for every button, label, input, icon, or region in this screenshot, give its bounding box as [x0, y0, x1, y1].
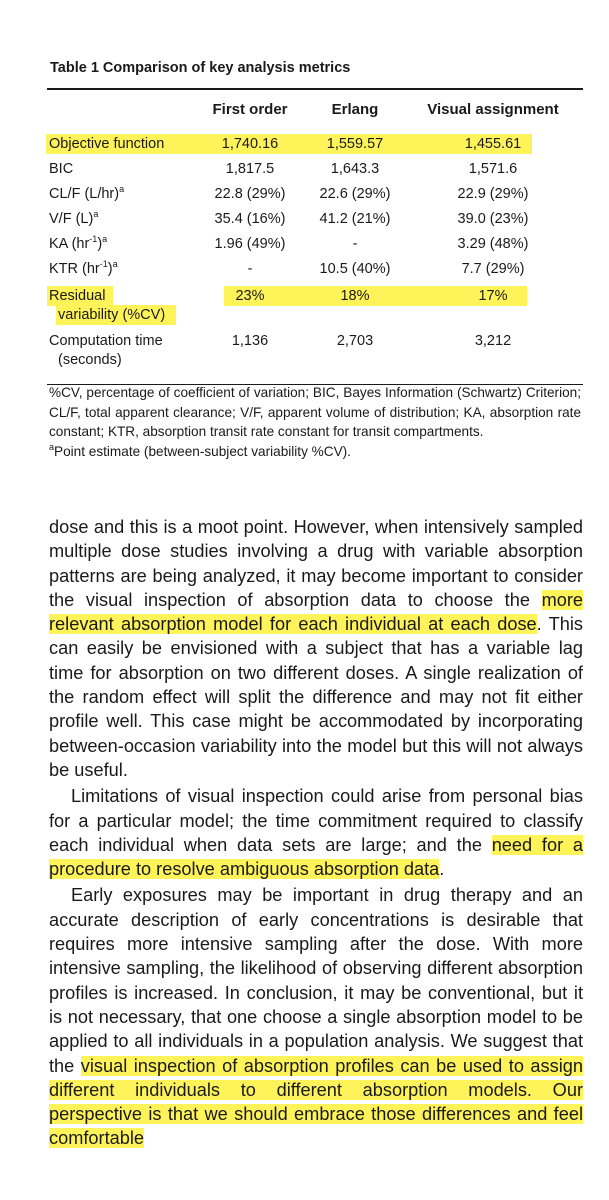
row-label: BIC	[49, 161, 74, 177]
paragraph-2	[49, 784, 583, 881]
highlighted-text: more relevant absorption model for each individual at each dose	[49, 589, 583, 635]
cell-erlang: 18%	[340, 288, 370, 304]
row-label	[49, 235, 107, 254]
cell-first-order: 22.8 (29%)	[214, 186, 286, 202]
cell-erlang: 41.2 (21%)	[319, 211, 391, 227]
unit-exponent: -1	[89, 234, 98, 244]
cell-visual-assignment: 17%	[478, 288, 508, 304]
cell-visual-assignment: 3.29 (48%)	[457, 236, 529, 252]
footnote-marker: a	[93, 209, 99, 219]
row-label	[49, 185, 124, 204]
cell-first-order: 1.96 (49%)	[214, 236, 286, 252]
footnote-marker: a	[112, 259, 118, 269]
row-label	[49, 287, 165, 325]
highlighted-text: visual inspection of absorption profiles can be used to assign different individuals to different absorption models. Our perspective is that we should embrace those differences and feel comfortable	[49, 1055, 584, 1149]
table-footnotes	[49, 383, 581, 461]
cell-visual-assignment: 1,455.61	[464, 136, 522, 152]
column-header-visual-assignment: Visual assignment	[427, 101, 559, 118]
table-top-rule	[47, 88, 583, 90]
row-label-line-1: Residual	[49, 288, 106, 304]
cell-erlang: 10.5 (40%)	[319, 261, 391, 277]
row-label-line-2: (seconds)	[58, 352, 122, 368]
row-label-end: )	[107, 261, 113, 277]
cell-erlang: 1,559.57	[326, 136, 384, 152]
row-label-text: KA (hr	[49, 236, 90, 252]
cell-erlang: 1,643.3	[330, 161, 380, 177]
cell-visual-assignment: 22.9 (29%)	[457, 186, 529, 202]
cell-first-order: 1,136	[231, 333, 269, 349]
cell-erlang: -	[352, 236, 358, 252]
cell-visual-assignment: 7.7 (29%)	[461, 261, 525, 277]
cell-visual-assignment: 3,212	[474, 333, 512, 349]
paragraph-2-text-a: Limitations of visual inspection could arise from personal bias for a particular model; the time commitment required to classify each individual when data sets are large; and the	[49, 786, 583, 855]
row-label-end: )	[97, 236, 103, 252]
cell-visual-assignment: 1,571.6	[468, 161, 518, 177]
cell-erlang: 22.6 (29%)	[319, 186, 391, 202]
footnote-marker: a	[119, 184, 125, 194]
paragraph-1-text-b: . This can easily be envisioned with a subject that has a variable lag time for absorption on two different doses. A single realization of the random effect will split the difference and may not fit either profile well. This case might be accommodated by incorporating between-occasion variability into the model but this will not always be useful.	[49, 614, 583, 780]
footnote-a-text: Point estimate (between-subject variability %CV).	[54, 443, 351, 459]
row-label	[49, 210, 98, 229]
paragraph-3	[49, 883, 583, 1150]
paragraph-3-text-a: Early exposures may be important in drug therapy and an accurate description of early concentrations is desirable that requires more intensive sampling after the dose. With more intensive sampling, the likelihood of observing different absorption profiles is increased. In conclusion, it may be conventional, but it is not necessary, that one choose a single absorption model to be applied to all individuals in a population analysis. We suggest that the	[49, 885, 583, 1076]
highlighted-text: need for a procedure to resolve ambiguous absorption data	[49, 834, 583, 880]
table-title: Table 1 Comparison of key analysis metrics	[50, 60, 351, 76]
cell-first-order: 1,817.5	[225, 161, 275, 177]
cell-first-order: 1,740.16	[221, 136, 279, 152]
row-label: Objective function	[49, 136, 165, 152]
row-label	[49, 332, 163, 370]
footnote-marker: a	[49, 441, 55, 452]
paragraph-1-text-a: dose and this is a moot point. However, when intensively sampled multiple dose studies involving a drug with variable absorption patterns are being analyzed, it may become important to consider the visual inspection of absorption data to choose the	[49, 517, 583, 610]
row-label-line-2: variability (%CV)	[58, 307, 166, 323]
row-label-line-1: Computation time	[49, 333, 163, 349]
cell-first-order: 23%	[235, 288, 265, 304]
paragraph-2-text-b: .	[439, 859, 445, 880]
cell-first-order: 35.4 (16%)	[214, 211, 286, 227]
cell-visual-assignment: 39.0 (23%)	[457, 211, 529, 227]
row-label-text: CL/F (L/hr)	[49, 186, 120, 202]
cell-erlang: 2,703	[336, 333, 374, 349]
table-footnote-a	[49, 442, 581, 462]
row-label	[49, 260, 118, 279]
table-abbreviations: %CV, percentage of coefficient of variation; BIC, Bayes Information (Schwartz) Criterion; CL/F, total apparent clearance; V/F, apparent volume of distribution; KA, absorption rate constant; KTR, absorption transit rate constant for transit compartments.	[49, 385, 581, 439]
body-text	[49, 515, 583, 1151]
row-label-text: KTR (hr	[49, 261, 100, 277]
footnote-marker: a	[102, 234, 108, 244]
column-header-erlang: Erlang	[331, 101, 379, 118]
paragraph-1	[49, 515, 583, 782]
row-label-text: V/F (L)	[49, 211, 94, 227]
unit-exponent: -1	[99, 259, 108, 269]
column-header-first-order: First order	[212, 101, 288, 118]
table-header-row	[0, 101, 609, 123]
cell-first-order: -	[247, 261, 253, 277]
